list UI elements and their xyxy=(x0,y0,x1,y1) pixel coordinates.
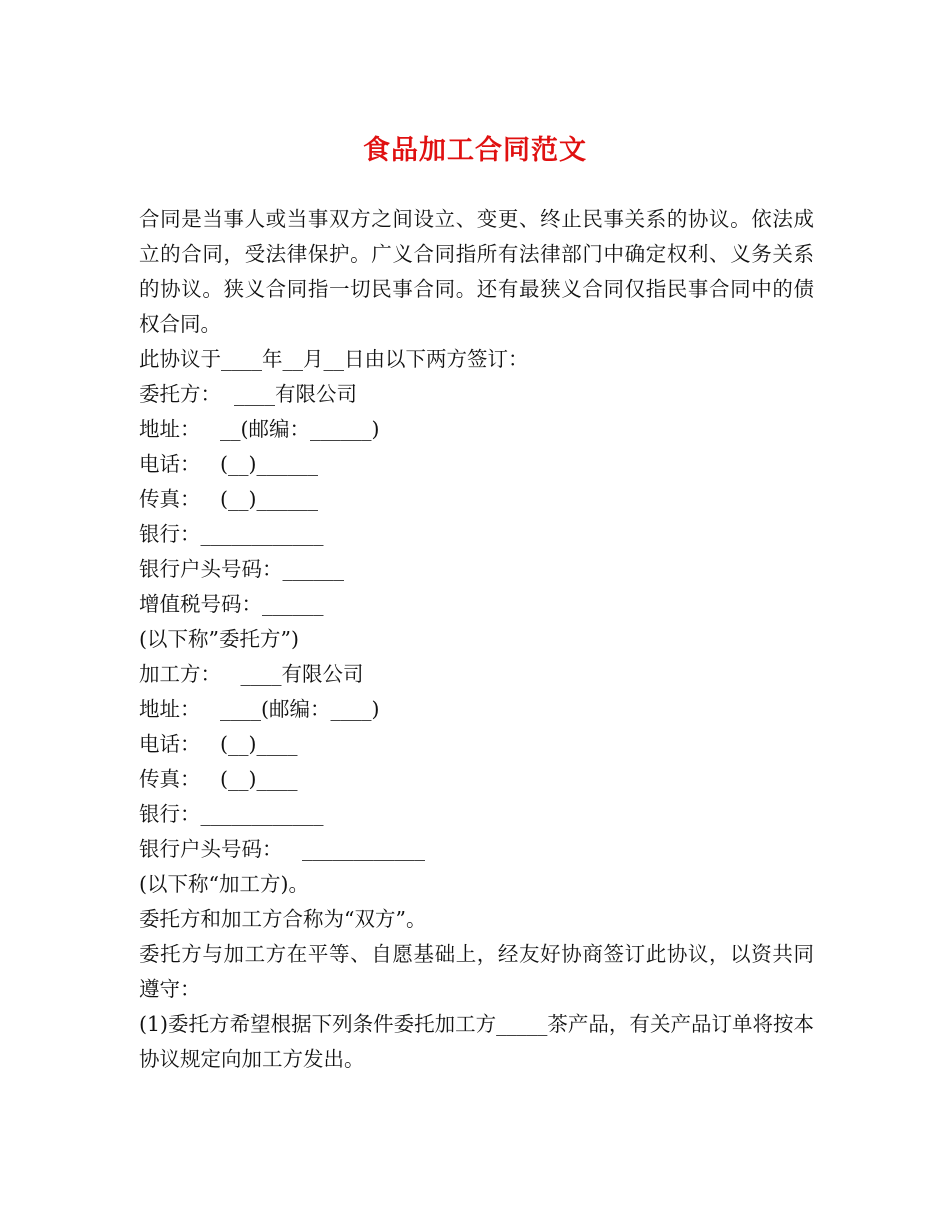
paragraph-intro: 合同是当事人或当事双方之间设立、变更、终止民事关系的协议。依法成立的合同，受法律保护。广义合同指所有法律部门中确定权利、义务关系的协议。狭义合同指一切民事合同。还有最狭义合同仅指民事合同中的债权合同。 xyxy=(139,207,814,336)
client-alias: (以下称”委托方”) xyxy=(139,627,299,651)
processor-bank-account: 银行户头号码： ____________ xyxy=(139,837,426,861)
client-name: 委托方： ____有限公司 xyxy=(139,382,358,406)
processor-bank: 银行：____________ xyxy=(139,802,324,826)
parties-definition: 委托方和加工方合称为“双方”。 xyxy=(139,907,427,931)
clause-1: (1)委托方希望根据下列条件委托加工方_____茶产品，有关产品订单将按本协议规定向加工方发出。 xyxy=(139,1012,814,1071)
agreement-preamble: 委托方与加工方在平等、自愿基础上，经友好协商签订此协议，以资共同遵守： xyxy=(139,942,814,1001)
document-body xyxy=(139,202,814,1077)
client-phone: 电话： (__)______ xyxy=(139,452,319,476)
client-vat-number: 增值税号码：______ xyxy=(139,592,324,616)
processor-phone: 电话： (__)____ xyxy=(139,732,298,756)
processor-alias: (以下称“加工方)。 xyxy=(139,872,309,896)
processor-address: 地址： ____(邮编：____) xyxy=(139,697,380,721)
client-bank: 银行：____________ xyxy=(139,522,324,546)
processor-fax: 传真： (__)____ xyxy=(139,767,298,791)
document-title: 食品加工合同范文 xyxy=(363,135,587,166)
paragraph-agreement-date: 此协议于____年__月__日由以下两方签订： xyxy=(139,347,529,371)
client-bank-account: 银行户头号码：______ xyxy=(139,557,344,581)
processor-name: 加工方： ____有限公司 xyxy=(139,662,364,686)
client-address: 地址： __(邮编：______) xyxy=(139,417,380,441)
client-fax: 传真： (__)______ xyxy=(139,487,319,511)
